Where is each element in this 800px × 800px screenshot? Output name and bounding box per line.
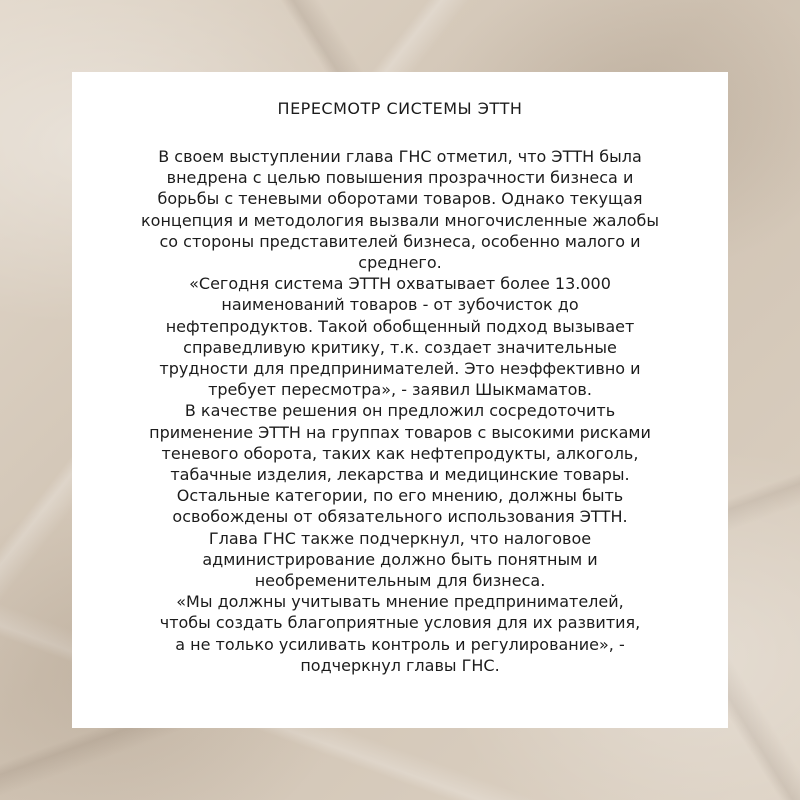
body-line: подчеркнул главы ГНС. [300, 655, 500, 675]
body-line: Остальные категории, по его мнению, должны быть [176, 486, 624, 506]
body-line: администрирование должно быть понятным и [202, 549, 598, 569]
body-line: применение ЭТТН на группах товаров с высокими рисками [149, 422, 651, 442]
body-line: В качестве решения он предложил сосредоточить [184, 401, 616, 421]
body-line: справедливую критику, т.к. создает значительные [183, 337, 617, 357]
body-line: требует пересмотра», - заявил Шыкмаматов. [208, 380, 592, 400]
body-line: трудности для предпринимателей. Это неэффективно и [159, 359, 641, 379]
body-line: Глава ГНС также подчеркнул, что налоговое [208, 528, 592, 548]
body-line: чтобы создать благоприятные условия для их развития, [159, 613, 641, 633]
body-line: борьбы с теневыми оборотами товаров. Однако текущая [157, 189, 643, 209]
body-line: «Мы должны учитывать мнение предпринимателей, [176, 592, 624, 612]
body-line: В своем выступлении глава ГНС отметил, что ЭТТН была [158, 147, 642, 166]
body-line: со стороны представителей бизнеса, особенно малого и [159, 231, 641, 251]
body-line: среднего. [358, 253, 442, 273]
card-title: ПЕРЕСМОТР СИСТЕМЫ ЭТТН [277, 99, 523, 118]
body-line: табачные изделия, лекарства и медицинские товары. [170, 465, 630, 485]
card-body [102, 146, 698, 676]
body-line: нефтепродуктов. Такой обобщенный подход вызывает [165, 316, 635, 336]
text-card [72, 72, 728, 728]
body-line: теневого оборота, таких как нефтепродукты, алкоголь, [161, 443, 639, 463]
body-line: наименований товаров - от зубочисток до [221, 295, 579, 315]
body-line: освобождены от обязательного использования ЭТТН. [172, 507, 628, 527]
body-line: концепция и методология вызвали многочисленные жалобы [141, 210, 659, 230]
body-line: внедрена с целью повышения прозрачности бизнеса и [166, 168, 634, 188]
body-line: необременительным для бизнеса. [254, 571, 546, 591]
body-line: «Сегодня система ЭТТН охватывает более 13.000 [189, 274, 611, 294]
body-line: а не только усиливать контроль и регулирование», - [175, 634, 625, 654]
